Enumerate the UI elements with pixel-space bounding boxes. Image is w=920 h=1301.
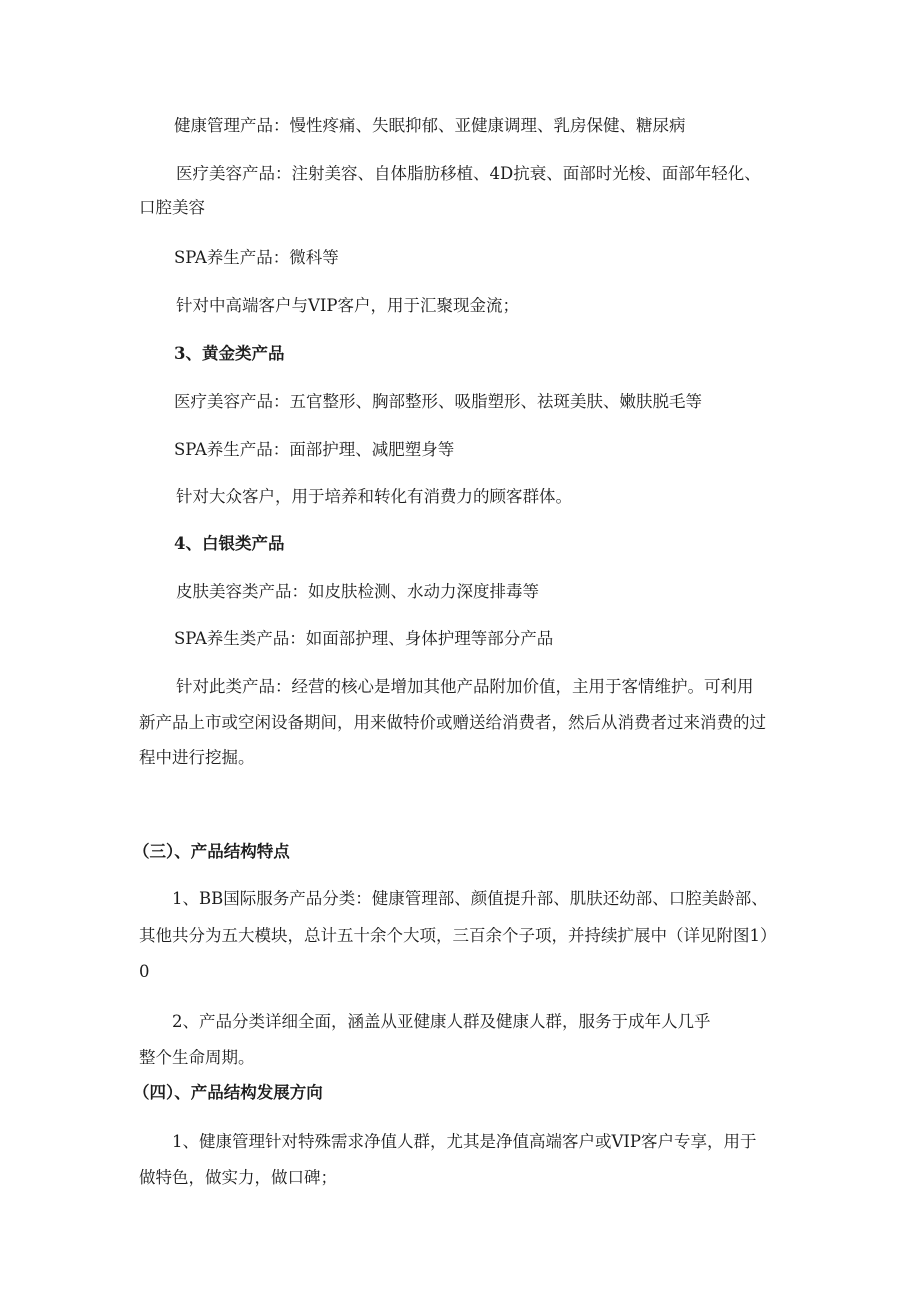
structure-feature-1: 1、BB国际服务产品分类：健康管理部、颜值提升部、肌肤还幼部、口腔美龄部、 (172, 889, 768, 908)
section-heading-development-direction: （四）、产品结构发展方向 (133, 1083, 323, 1102)
spa-gold-line: SPA养生产品：面部护理、减肥塑身等 (174, 440, 455, 459)
development-direction-1-cont: 做特色，做实力，做口碑； (139, 1168, 337, 1187)
health-products-line: 健康管理产品：慢性疼痛、失眠抑郁、亚健康调理、乳房保健、糖尿病 (174, 116, 686, 135)
structure-feature-2-cont: 整个生命周期。 (139, 1048, 255, 1067)
skin-beauty-line: 皮肤美容类产品：如皮肤检测、水动力深度排毒等 (176, 582, 539, 601)
medical-beauty-line: 医疗美容产品：注射美容、自体脂肪移植、4D抗衰、面部时光梭、面部年轻化、 (176, 164, 761, 183)
target-high-end-line: 针对中高端客户与VIP客户，用于汇聚现金流； (176, 296, 520, 315)
target-silver-line-3: 程中进行挖掘。 (139, 748, 255, 767)
target-silver-line: 针对此类产品：经营的核心是增加其他产品附加价值，主用于客情维护。可利用 (176, 677, 754, 696)
structure-feature-1-end: 0 (139, 962, 150, 981)
target-silver-line-2: 新产品上市或空闲设备期间，用来做特价或赠送给消费者，然后从消费者过来消费的过 (139, 713, 766, 732)
heading-gold-products: 3、黄金类产品 (174, 344, 285, 363)
spa-products-line: SPA养生产品：微科等 (174, 248, 339, 267)
development-direction-1: 1、健康管理针对特殊需求净值人群，尤其是净值高端客户或VIP客户专享，用于 (172, 1132, 757, 1151)
target-mass-line: 针对大众客户，用于培养和转化有消费力的顾客群体。 (176, 487, 572, 506)
structure-feature-2: 2、产品分类详细全面，涵盖从亚健康人群及健康人群，服务于成年人几乎 (172, 1012, 711, 1031)
heading-silver-products: 4、白银类产品 (174, 534, 285, 553)
medical-beauty-gold-line: 医疗美容产品：五官整形、胸部整形、吸脂塑形、祛斑美肤、嫩肤脱毛等 (174, 392, 702, 411)
spa-silver-line: SPA养生类产品：如面部护理、身体护理等部分产品 (174, 629, 554, 648)
structure-feature-1-cont: 其他共分为五大模块，总计五十余个大项，三百余个子项，并持续扩展中（详见附图1） (139, 926, 777, 945)
section-heading-structure-features: （三）、产品结构特点 (133, 842, 290, 861)
medical-beauty-line-cont: 口腔美容 (139, 198, 205, 217)
